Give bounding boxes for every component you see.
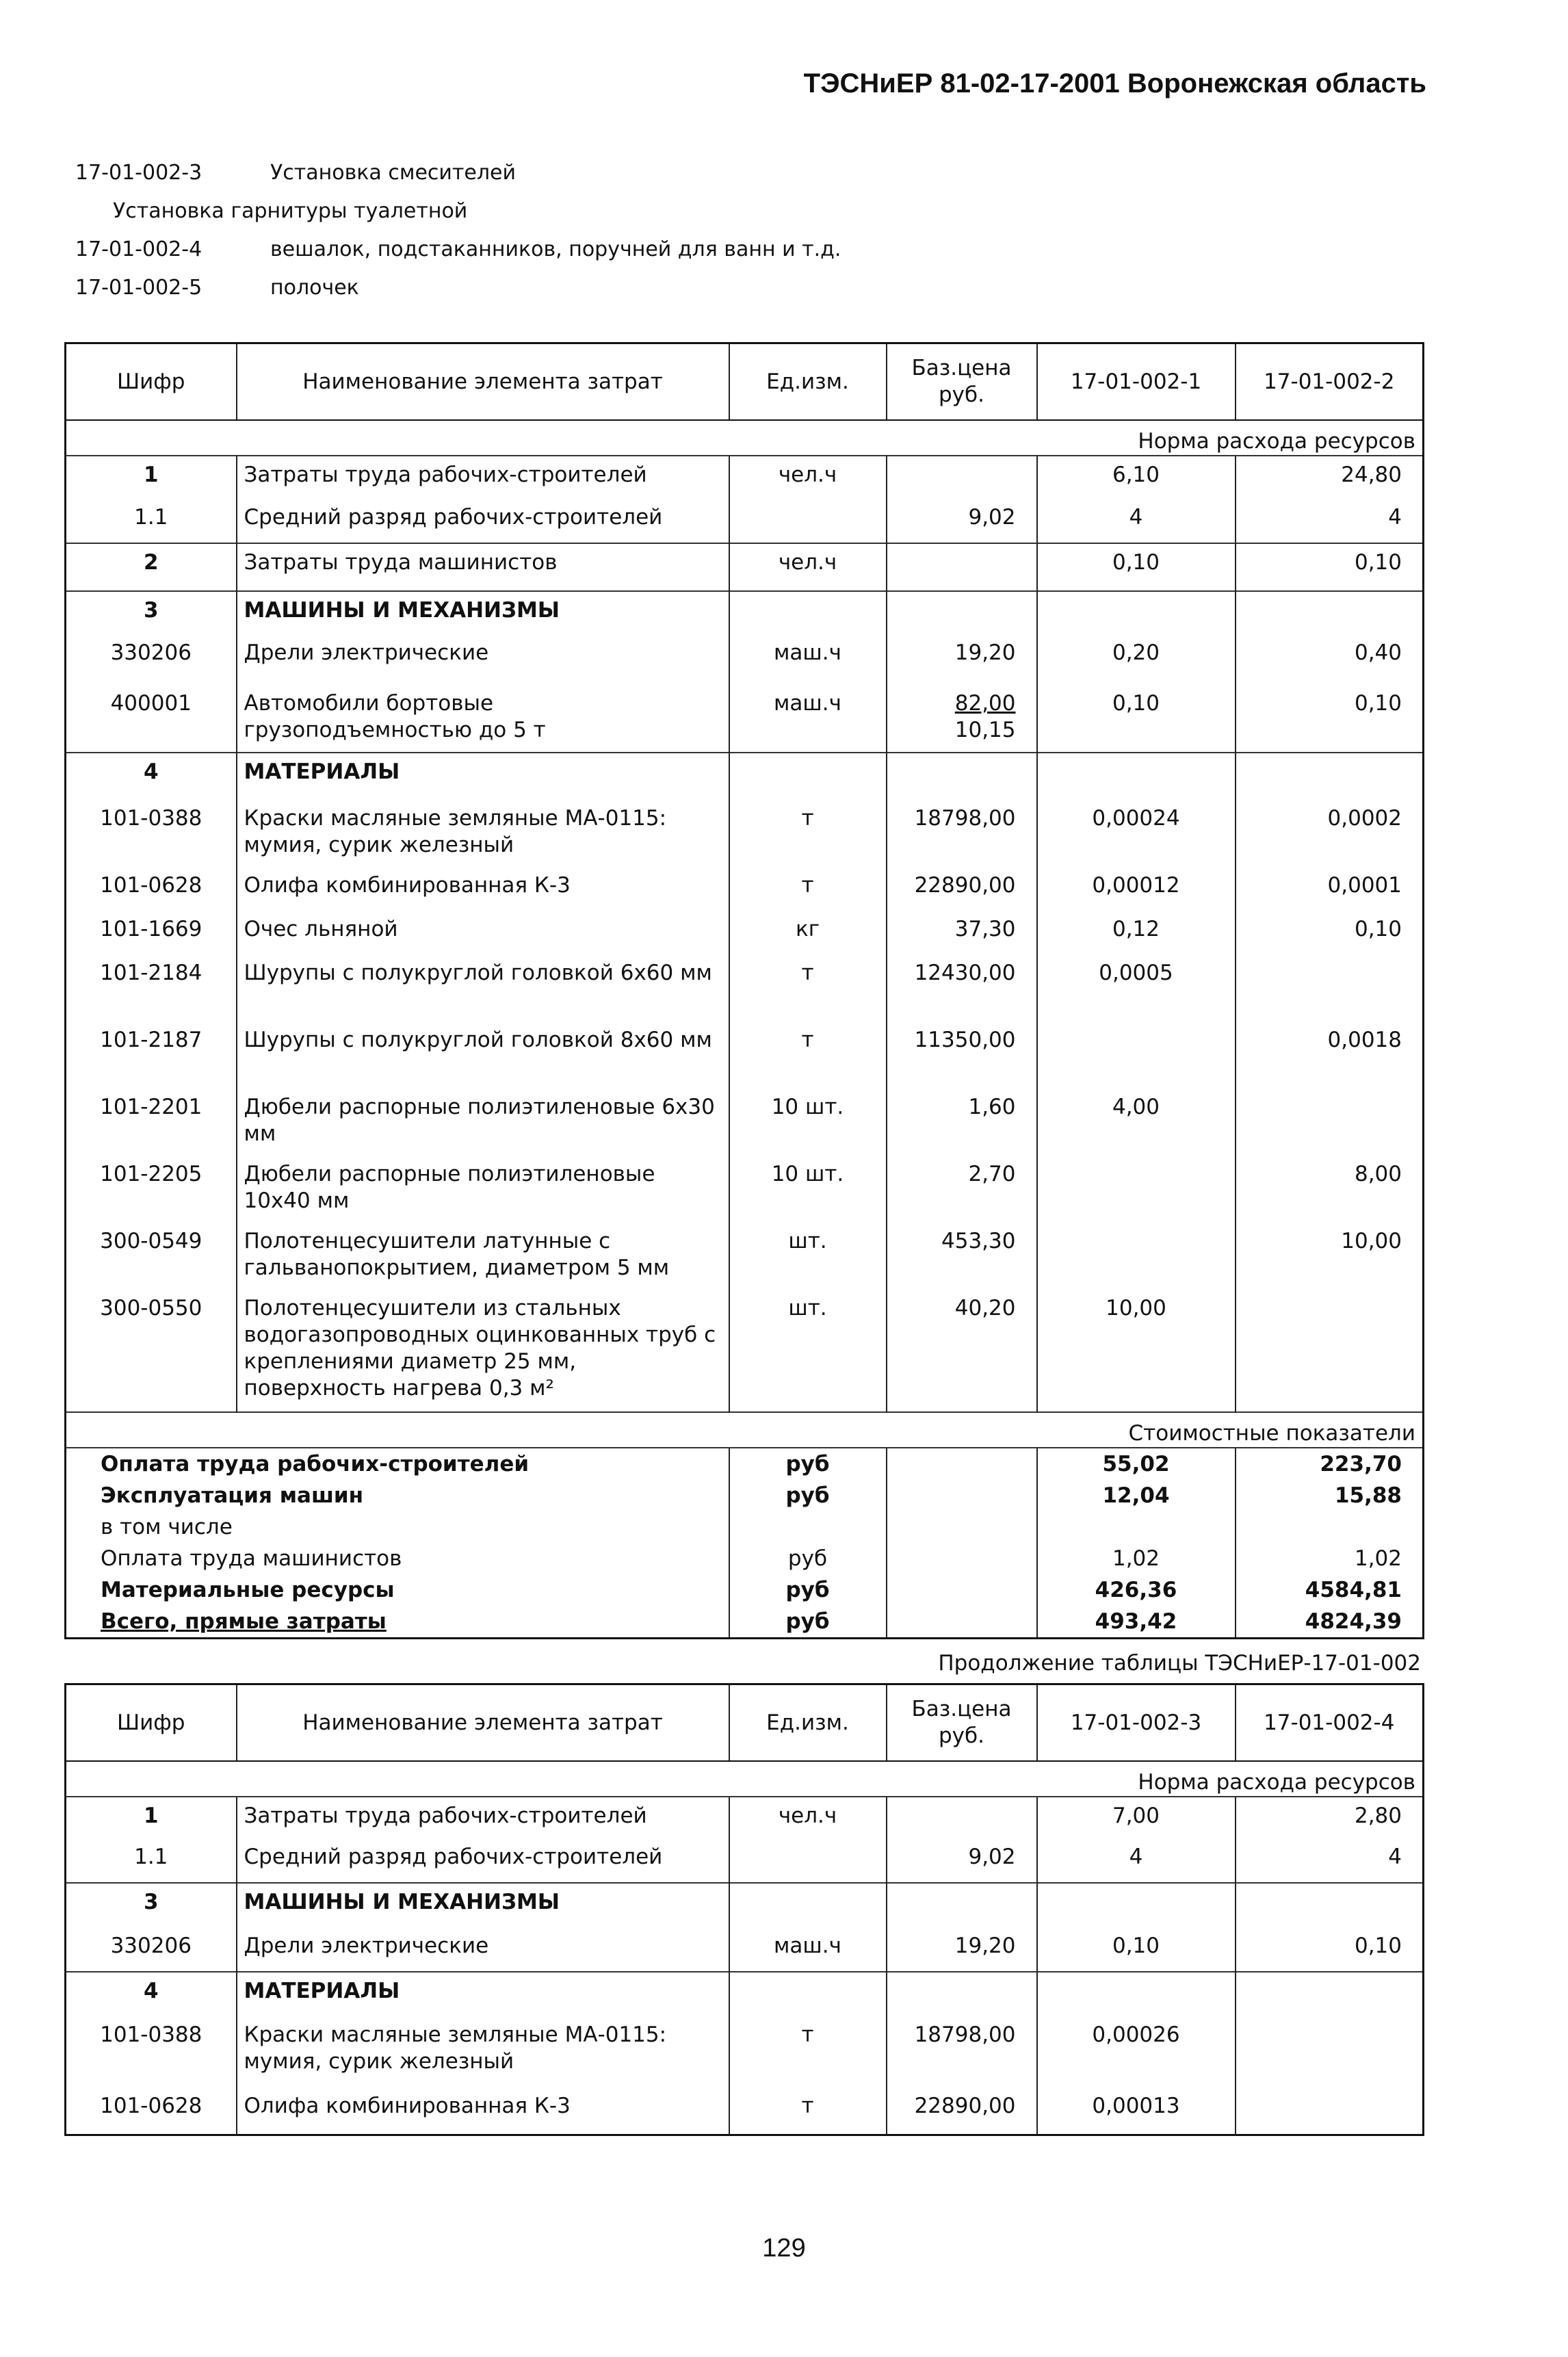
table-row (66, 456, 1424, 499)
row-code: 3 (66, 591, 237, 634)
row-value-2: 8,00 (1236, 1156, 1424, 1223)
row-value-1 (1037, 753, 1236, 800)
summary-value-2 (1236, 1511, 1424, 1543)
row-value-1: 4,00 (1037, 1089, 1236, 1156)
row-price: 37,30 (887, 911, 1037, 954)
row-price: 18798,00 (887, 800, 1037, 867)
row-unit: т (729, 867, 887, 911)
intro-text: полочек (270, 276, 359, 300)
table-row (66, 1021, 1424, 1089)
summary-label: в том числе (101, 1515, 233, 1539)
header-price: Баз.цена руб. (887, 343, 1037, 421)
table-row (66, 685, 1424, 753)
intro-list (75, 154, 841, 307)
row-value-2 (1236, 591, 1424, 634)
row-code: 300-0550 (100, 1296, 202, 1320)
row-name: Затраты труда рабочих-строителей (237, 456, 729, 499)
row-name: МАТЕРИАЛЫ (237, 753, 729, 800)
row-name: Дрели электрические (237, 1927, 729, 1972)
row-price (887, 543, 1037, 591)
intro-code: 17-01-002-4 (75, 237, 202, 261)
row-code: 1.1 (134, 1845, 168, 1869)
row-unit: чел.ч (729, 1797, 887, 1838)
row-value-1: 6,10 (1037, 456, 1236, 499)
row-name: Затраты труда рабочих-строителей (237, 1797, 729, 1838)
row-value-1 (1037, 1223, 1236, 1290)
row-value-2: 0,10 (1236, 911, 1424, 954)
row-price (887, 591, 1037, 634)
row-value-2: 0,10 (1236, 1927, 1424, 1972)
summary-value-1 (1037, 1511, 1236, 1543)
summary-row (66, 1543, 1424, 1574)
summary-label: Всего, прямые затраты (101, 1609, 387, 1634)
summary-value-1: 55,02 (1037, 1448, 1236, 1480)
row-unit: 10 шт. (729, 1156, 887, 1223)
row-code: 1 (143, 1803, 159, 1828)
row-code: 4 (66, 753, 237, 800)
row-price: 40,20 (887, 1290, 1037, 1412)
row-value-1 (1037, 591, 1236, 634)
row-price: 19,20 (887, 634, 1037, 685)
row-name: МАШИНЫ И МЕХАНИЗМЫ (237, 591, 729, 634)
table-row (66, 543, 1424, 591)
row-value-2 (1236, 1290, 1424, 1412)
table-row (66, 1972, 1424, 2016)
row-unit: т (729, 2087, 887, 2135)
table-row (66, 911, 1424, 954)
table-row (66, 1883, 1424, 1927)
summary-value-2: 4584,81 (1236, 1574, 1424, 1606)
summary-unit: руб (729, 1606, 887, 1639)
row-value-1: 0,10 (1037, 1927, 1236, 1972)
table2-body (66, 1797, 1424, 2135)
row-unit: кг (729, 911, 887, 954)
row-price (887, 1972, 1037, 2016)
table-row (66, 1927, 1424, 1972)
row-name: МАТЕРИАЛЫ (237, 1972, 729, 2016)
continuation-caption: Продолжение таблицы ТЭСНиЕР-17-01-002 (938, 1651, 1421, 1676)
row-value-1 (1037, 1021, 1236, 1089)
row-value-2: 0,0001 (1236, 867, 1424, 911)
row-price: 9,02 (887, 499, 1037, 543)
row-value-2: 2,80 (1236, 1797, 1424, 1838)
summary-row (66, 1574, 1424, 1606)
row-name: Затраты труда машинистов (237, 543, 729, 591)
resource-table-2 (64, 1683, 1424, 2136)
row-unit: т (729, 954, 887, 1021)
row-name: Дюбели распорные полиэтиленовые 10х40 мм (237, 1156, 729, 1223)
summary-value-1: 493,42 (1037, 1606, 1236, 1639)
row-code: 2 (66, 543, 237, 591)
header-name: Наименование элемента затрат (237, 1684, 729, 1762)
row-price: 11350,00 (887, 1021, 1037, 1089)
row-value-1 (1037, 1156, 1236, 1223)
row-unit (729, 1972, 887, 2016)
summary-label: Материальные ресурсы (101, 1578, 395, 1602)
summary-unit: руб (729, 1448, 887, 1480)
row-unit: т (729, 2016, 887, 2087)
summary-value-1: 1,02 (1037, 1543, 1236, 1574)
row-name: Очес льняной (237, 911, 729, 954)
row-name: Шурупы с полукруглой головкой 6х60 мм (237, 954, 729, 1021)
row-value-1: 4 (1037, 1838, 1236, 1883)
summary-value-1: 12,04 (1037, 1480, 1236, 1511)
header-price: Баз.цена руб. (887, 1684, 1037, 1762)
row-code: 400001 (110, 691, 192, 716)
row-unit: т (729, 800, 887, 867)
header-code: Шифр (66, 343, 237, 421)
table-row (66, 591, 1424, 634)
table-row (66, 634, 1424, 685)
row-price: 22890,00 (887, 867, 1037, 911)
intro-row (75, 192, 841, 231)
summary-unit: руб (729, 1480, 887, 1511)
row-value-1: 7,00 (1037, 1797, 1236, 1838)
header-unit: Ед.изм. (729, 343, 887, 421)
row-price (887, 753, 1037, 800)
resource-table-1 (64, 342, 1424, 1639)
row-value-1 (1037, 1972, 1236, 2016)
row-value-1: 4 (1037, 499, 1236, 543)
row-name: Средний разряд рабочих-строителей (237, 499, 729, 543)
summary-value-1: 426,36 (1037, 1574, 1236, 1606)
row-value-2 (1236, 1883, 1424, 1927)
norm-label-row (66, 1761, 1424, 1797)
row-value-2 (1236, 753, 1424, 800)
page-number: 129 (762, 2234, 806, 2263)
row-unit (729, 591, 887, 634)
cost-label: Стоимостные показатели (1037, 1412, 1424, 1448)
row-code: 3 (66, 1883, 237, 1927)
row-value-1: 0,10 (1037, 685, 1236, 753)
norm-label: Норма расхода ресурсов (1037, 1761, 1424, 1797)
row-unit: 10 шт. (729, 1089, 887, 1156)
summary-label: Оплата труда рабочих-строителей (101, 1452, 530, 1476)
row-price: 22890,00 (887, 2087, 1037, 2135)
table-row (66, 1156, 1424, 1223)
header-norm-2: 17-01-002-4 (1236, 1684, 1424, 1762)
table-header-row (66, 343, 1424, 421)
row-price-secondary: 10,15 (954, 718, 1016, 742)
row-value-1: 0,12 (1037, 911, 1236, 954)
row-unit (729, 499, 887, 543)
row-code: 101-2184 (100, 961, 202, 985)
row-code: 330206 (110, 1933, 192, 1958)
row-price (887, 1883, 1037, 1927)
cost-label-row (66, 1412, 1424, 1448)
summary-unit: руб (729, 1574, 887, 1606)
row-unit: чел.ч (729, 543, 887, 591)
row-unit (729, 1883, 887, 1927)
norm-label: Норма расхода ресурсов (1037, 420, 1424, 456)
row-value-1: 0,20 (1037, 634, 1236, 685)
document-header: ТЭСНиЕР 81-02-17-2001 Воронежская область (803, 68, 1426, 99)
row-value-1: 0,00012 (1037, 867, 1236, 911)
header-code: Шифр (66, 1684, 237, 1762)
header-name: Наименование элемента затрат (237, 343, 729, 421)
summary-row (66, 1480, 1424, 1511)
table-row (66, 1838, 1424, 1883)
summary-value-2: 223,70 (1236, 1448, 1424, 1480)
intro-row (75, 269, 841, 307)
row-value-2: 0,10 (1236, 685, 1424, 753)
row-value-2 (1236, 2016, 1424, 2087)
row-code: 101-1669 (100, 917, 202, 941)
row-value-2 (1236, 1089, 1424, 1156)
row-code: 101-0388 (100, 806, 202, 831)
row-name: Полотенцесушители латунные с гальванопокрытием, диаметром 5 мм (237, 1223, 729, 1290)
row-name: Краски масляные земляные МА-0115: мумия, сурик железный (237, 800, 729, 867)
row-price: 19,20 (887, 1927, 1037, 1972)
row-price: 12430,00 (887, 954, 1037, 1021)
intro-code: 17-01-002-5 (75, 276, 202, 300)
summary-unit: руб (729, 1543, 887, 1574)
intro-row (75, 231, 841, 269)
row-value-2: 0,0002 (1236, 800, 1424, 867)
row-name: Олифа комбинированная К-3 (237, 867, 729, 911)
row-value-2: 4 (1236, 499, 1424, 543)
table-row (66, 2087, 1424, 2135)
table-header-row (66, 1684, 1424, 1762)
table-row (66, 954, 1424, 1021)
row-value-1: 0,10 (1037, 543, 1236, 591)
row-name: Средний разряд рабочих-строителей (237, 1838, 729, 1883)
row-value-1: 0,0005 (1037, 954, 1236, 1021)
header-norm-1: 17-01-002-1 (1037, 343, 1236, 421)
row-price (887, 1797, 1037, 1838)
row-price: 1,60 (887, 1089, 1037, 1156)
row-unit: шт. (729, 1223, 887, 1290)
norm-label-row (66, 420, 1424, 456)
intro-code: 17-01-002-3 (75, 161, 202, 185)
table-row (66, 1797, 1424, 1838)
table-row (66, 753, 1424, 800)
row-value-1: 0,00013 (1037, 2087, 1236, 2135)
row-code: 101-0628 (100, 873, 202, 898)
summary-row (66, 1606, 1424, 1639)
row-name: Олифа комбинированная К-3 (237, 2087, 729, 2135)
intro-row (75, 154, 841, 192)
row-price (887, 685, 1037, 753)
row-code: 101-2187 (100, 1028, 202, 1052)
table-row (66, 1089, 1424, 1156)
row-unit: маш.ч (729, 634, 887, 685)
row-value-2: 24,80 (1236, 456, 1424, 499)
row-unit: чел.ч (729, 456, 887, 499)
intro-text: вешалок, подстаканников, поручней для ванн и т.д. (270, 237, 841, 261)
intro-text: Установка смесителей (270, 161, 516, 185)
row-code: 1 (143, 463, 159, 487)
row-price: 453,30 (887, 1223, 1037, 1290)
row-unit: маш.ч (729, 1927, 887, 1972)
summary-value-2: 1,02 (1236, 1543, 1424, 1574)
row-price: 18798,00 (887, 2016, 1037, 2087)
row-value-2: 4 (1236, 1838, 1424, 1883)
row-code: 101-2201 (100, 1095, 202, 1119)
row-name: Автомобили бортовые грузоподъемностью до 5 т (237, 685, 729, 753)
row-value-2 (1236, 1972, 1424, 2016)
summary-unit (729, 1511, 887, 1543)
row-unit (729, 753, 887, 800)
row-value-1: 10,00 (1037, 1290, 1236, 1412)
summary-label: Оплата труда машинистов (101, 1546, 402, 1571)
header-norm-2: 17-01-002-2 (1236, 343, 1424, 421)
row-code: 300-0549 (100, 1229, 202, 1253)
row-value-1: 0,00024 (1037, 800, 1236, 867)
row-unit (729, 1838, 887, 1883)
row-value-2 (1236, 2087, 1424, 2135)
row-value-2: 0,40 (1236, 634, 1424, 685)
row-name: Полотенцесушители из стальных водогазопроводных оцинкованных труб с креплениями диаметр 25 мм, поверхность нагрева 0,3 м² (237, 1290, 729, 1412)
table-row (66, 499, 1424, 543)
row-name: Дюбели распорные полиэтиленовые 6х30 мм (237, 1089, 729, 1156)
table-row (66, 2016, 1424, 2087)
row-code: 330206 (110, 640, 192, 665)
row-price-primary: 82,00 (954, 691, 1016, 716)
table1-body (66, 456, 1424, 1412)
row-value-2: 0,0018 (1236, 1021, 1424, 1089)
summary-label: Эксплуатация машин (101, 1483, 364, 1508)
row-value-1: 0,00026 (1037, 2016, 1236, 2087)
row-value-2 (1236, 954, 1424, 1021)
table-row (66, 800, 1424, 867)
row-name: Дрели электрические (237, 634, 729, 685)
row-price: 2,70 (887, 1156, 1037, 1223)
table-row (66, 1290, 1424, 1412)
row-code: 101-2205 (100, 1162, 202, 1186)
table-row (66, 1223, 1424, 1290)
row-unit: маш.ч (729, 685, 887, 753)
row-name: Краски масляные земляные МА-0115: мумия, сурик железный (237, 2016, 729, 2087)
row-code: 101-0628 (100, 2094, 202, 2118)
row-value-1 (1037, 1883, 1236, 1927)
row-price: 9,02 (887, 1838, 1037, 1883)
header-norm-1: 17-01-002-3 (1037, 1684, 1236, 1762)
summary-value-2: 4824,39 (1236, 1606, 1424, 1639)
table-row (66, 867, 1424, 911)
summary-row (66, 1511, 1424, 1543)
header-unit: Ед.изм. (729, 1684, 887, 1762)
summary-row (66, 1448, 1424, 1480)
row-value-2: 10,00 (1236, 1223, 1424, 1290)
row-unit: шт. (729, 1290, 887, 1412)
summary-value-2: 15,88 (1236, 1480, 1424, 1511)
row-code: 4 (66, 1972, 237, 2016)
row-name: Шурупы с полукруглой головкой 8х60 мм (237, 1021, 729, 1089)
row-price (887, 456, 1037, 499)
row-name: МАШИНЫ И МЕХАНИЗМЫ (237, 1883, 729, 1927)
row-unit: т (729, 1021, 887, 1089)
row-value-2: 0,10 (1236, 543, 1424, 591)
intro-text: Установка гарнитуры туалетной (113, 199, 468, 223)
row-code: 1.1 (134, 505, 168, 530)
row-code: 101-0388 (100, 2022, 202, 2047)
